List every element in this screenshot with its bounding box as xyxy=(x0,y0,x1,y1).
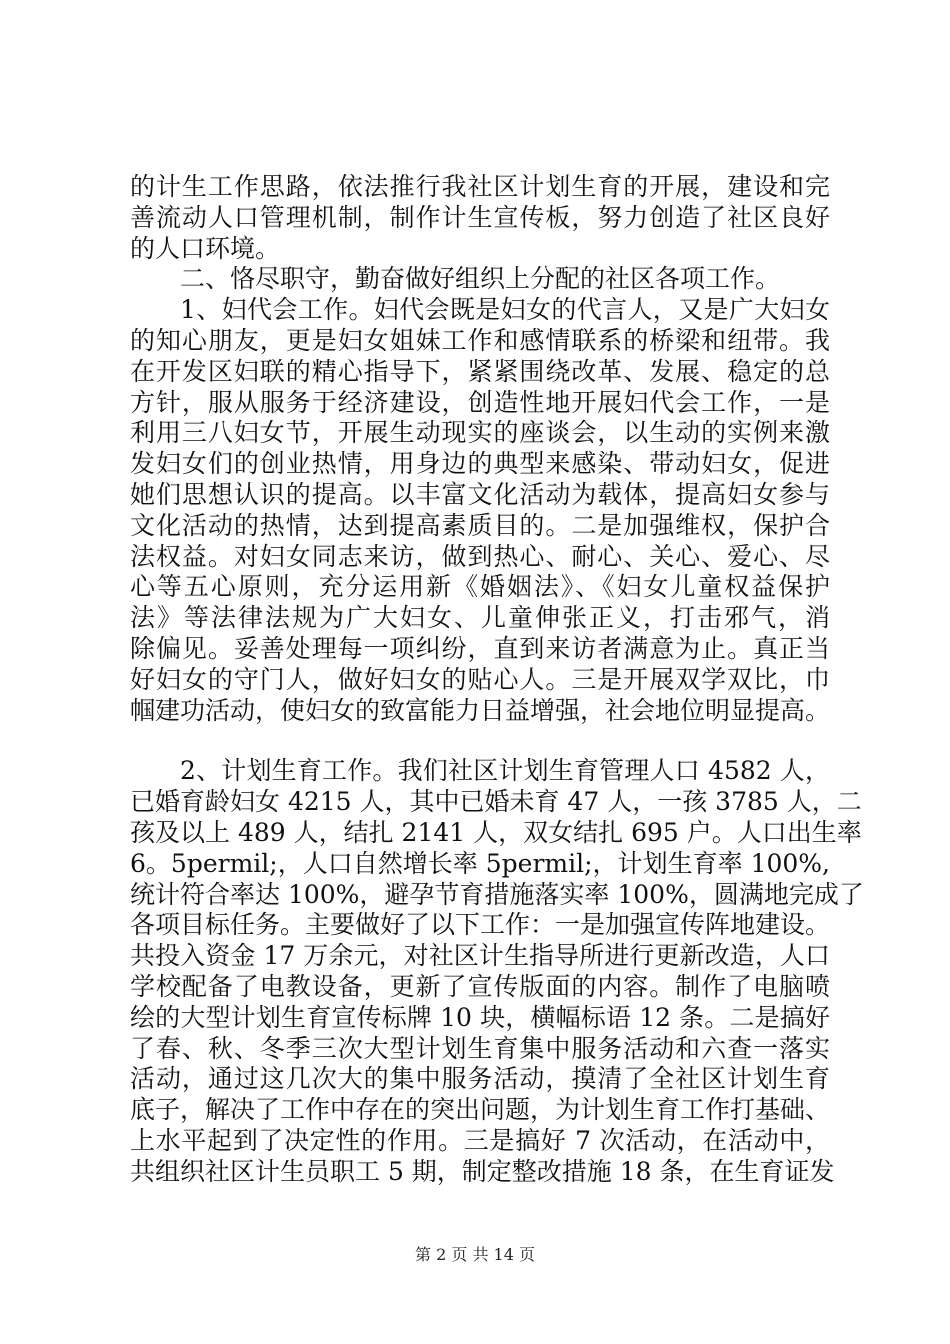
text-line: 方针，服从服务于经济建设，创造性地开展妇代会工作，一是 xyxy=(130,387,830,417)
text-line: 1、妇代会工作。妇代会既是妇女的代言人，又是广大妇女 xyxy=(180,295,830,325)
text-line: 共组织社区计生员职工 5 期，制定整改措施 18 条，在生育证发 xyxy=(130,1156,835,1186)
text-line: 活动，通过这几次大的集中服务活动，摸清了全社区计划生育 xyxy=(130,1064,830,1094)
text-line: 底子，解决了工作中存在的突出问题，为计划生育工作打基础、 xyxy=(130,1095,831,1125)
text-line: 孩及以上 489 人，结扎 2141 人，双女结扎 695 户。人口出生率 xyxy=(130,817,862,847)
page-number-footer: 第 2 页 共 14 页 xyxy=(415,1245,535,1264)
document-body xyxy=(130,172,864,1188)
text-line: 除偏见。妥善处理每一项纠纷，直到来访者满意为止。真正当 xyxy=(130,633,830,663)
text-line: 统计符合率达 100%，避孕节育措施落实率 100%，圆满地完成了 xyxy=(130,879,864,909)
text-line: 共投入资金 17 万余元，对社区计生指导所进行更新改造，人口 xyxy=(130,941,830,971)
text-line: 绘的大型计划生育宣传标牌 10 块，横幅标语 12 条。二是搞好 xyxy=(130,1002,830,1032)
text-line: 已婚育龄妇女 4215 人，其中已婚未育 47 人，一孩 3785 人，二 xyxy=(130,787,862,817)
text-line: 学校配备了电教设备，更新了宣传版面的内容。制作了电脑喷 xyxy=(130,971,830,1001)
text-line: 2、计划生育工作。我们社区计划生育管理人口 4582 人， xyxy=(180,756,830,786)
text-line: 她们思想认识的提高。以丰富文化活动为载体，提高妇女参与 xyxy=(130,479,830,509)
text-line: 各项目标任务。主要做好了以下工作：一是加强宣传阵地建设。 xyxy=(130,910,831,940)
text-line: 帼建功活动，使妇女的致富能力日益增强，社会地位明显提高。 xyxy=(130,695,831,725)
text-line: 上水平起到了决定性的作用。三是搞好 7 次活动，在活动中， xyxy=(130,1125,830,1155)
text-line: 的知心朋友，更是妇女姐妹工作和感情联系的桥梁和纽带。我 xyxy=(130,325,830,355)
text-line: 法》等法律法规为广大妇女、儿童伸张正义，打击邪气，消 xyxy=(130,603,830,633)
text-line: 发妇女们的创业热情，用身边的典型来感染、带动妇女，促进 xyxy=(130,449,830,479)
text-line: 好妇女的守门人，做好妇女的贴心人。三是开展双学双比，巾 xyxy=(130,664,830,694)
text-line: 善流动人口管理机制，制作计生宣传板，努力创造了社区良好 xyxy=(130,202,830,232)
text-line: 6。5permil;，人口自然增长率 5permil;，计划生育率 100%, xyxy=(130,848,830,878)
text-line: 在开发区妇联的精心指导下，紧紧围绕改革、发展、稳定的总 xyxy=(130,356,830,386)
text-line: 利用三八妇女节，开展生动现实的座谈会，以生动的实例来激 xyxy=(130,418,830,448)
text-line: 法权益。对妇女同志来访，做到热心、耐心、关心、爱心、尽 xyxy=(130,541,830,571)
text-line: 的人口环境。 xyxy=(130,233,281,263)
text-line: 文化活动的热情，达到提高素质目的。二是加强维权，保护合 xyxy=(130,510,830,540)
text-line: 的计生工作思路，依法推行我社区计划生育的开展，建设和完 xyxy=(130,172,830,201)
section-heading: 二、恪尽职守，勤奋做好组织上分配的社区各项工作。 xyxy=(180,264,781,294)
text-line: 心等五心原则，充分运用新《婚姻法》、《妇女儿童权益保护 xyxy=(130,572,830,602)
text-line: 了春、秋、冬季三次大型计划生育集中服务活动和六查一落实 xyxy=(130,1033,830,1063)
